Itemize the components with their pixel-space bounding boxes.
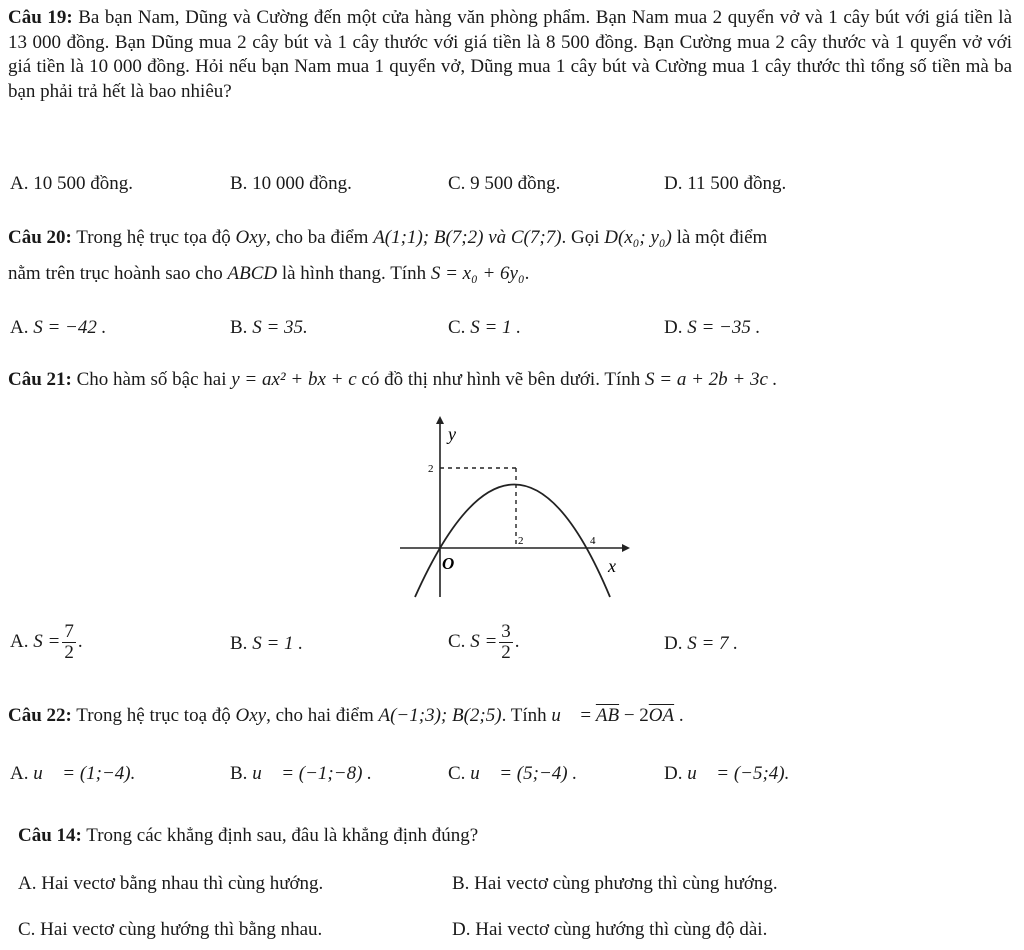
q22-option-a[interactable] [10, 762, 135, 787]
q20-option-b[interactable] [230, 316, 308, 341]
q20-option-d[interactable] [664, 316, 760, 341]
q21-option-d[interactable] [664, 632, 738, 657]
parabola-graph [390, 412, 640, 602]
q19-option-b[interactable]: B. 10 000 đồng. [230, 173, 352, 194]
q20-option-d-value: S = −35 . [687, 317, 761, 338]
question-22-end: . [678, 705, 684, 726]
q22-option-d-letter: D. [664, 763, 683, 784]
q14-option-d[interactable]: D. Hai vectơ cùng hướng thì cùng độ dài. [452, 919, 768, 940]
q14-option-c[interactable]: C. Hai vectơ cùng hướng thì bằng nhau. [18, 919, 323, 940]
question-20-points: A(1;1); B(7;2) và C(7;7) [373, 227, 562, 248]
q20-option-b-value: S = 35. [252, 317, 308, 338]
q20-option-c-value: S = 1 . [470, 317, 522, 338]
question-22-minus: − 2 [623, 705, 649, 726]
q21-option-a-tail: . [77, 630, 83, 652]
question-14-text: Trong các khẳng định sau, đâu là khẳng định đúng? [86, 825, 479, 846]
q20-option-d-letter: D. [664, 317, 683, 338]
q20-option-c[interactable] [448, 316, 521, 341]
question-21 [8, 368, 1012, 393]
q21-option-a-fraction [62, 622, 76, 663]
question-22-label: Câu 22: [8, 705, 72, 726]
x-axis-arrow [622, 544, 630, 552]
question-20-line-1 [8, 226, 1012, 258]
x-axis-label: x [608, 556, 616, 576]
question-22-options [8, 762, 1012, 792]
q21-option-a-letter: A. [10, 630, 29, 652]
question-20 [8, 226, 1012, 294]
q21-option-c-fraction [499, 622, 513, 663]
question-20-call: . Gọi [561, 227, 600, 248]
question-22-vector-ab: $\overline{AB}$ [595, 705, 620, 726]
question-20-abcd: ABCD [227, 263, 278, 284]
parabola-curve [415, 485, 610, 598]
question-21-target: S = a + 2b + 3c . [645, 369, 778, 390]
question-22-axes: Oxy [235, 705, 267, 726]
question-19-body: Ba bạn Nam, Dũng và Cường đến một cửa hàng văn phòng phẩm. Bạn Nam mua 2 quyển vở và 1 cây bút với giá tiền là 13 000 đồng. Bạn Dũng mua 2 cây bút và 1 cây thước với giá tiền là 8 500 đồng. Bạn Cường mua 2 cây thước và 1 quyển vở với giá tiền là 10 000 đồng. Hỏi nếu bạn Nam mua 1 quyển vở, Dũng mua 1 cây bút và Cường mua 1 cây thước thì tổng số tiền mà ba bạn phải trả hết là bao nhiêu? [8, 7, 1012, 103]
question-20-label: Câu 20: [8, 227, 72, 248]
question-22-task: . Tính [501, 705, 547, 726]
q14-option-b[interactable]: B. Hai vectơ cùng phương thì cùng hướng. [452, 873, 778, 894]
q21-option-a-denominator: 2 [64, 641, 74, 663]
y-axis-arrow [436, 416, 444, 424]
question-14-options-row-1 [8, 872, 1012, 902]
q20-option-a-letter: A. [10, 317, 29, 338]
question-21-function: y = ax² + bx + c [231, 369, 357, 390]
q21-option-c-numerator: 3 [501, 621, 511, 642]
question-21-intro: Cho hàm số bậc hai [76, 369, 227, 390]
q14-option-a[interactable]: A. Hai vectơ bằng nhau thì cùng hướng. [18, 873, 324, 894]
question-20-point-d: D(x₀; y₀) [604, 227, 672, 248]
question-21-options [8, 622, 1012, 666]
question-20-line2-a: nằm trên trục hoành sao cho [8, 263, 223, 284]
question-22-points: A(−1;3); B(2;5) [378, 705, 502, 726]
q21-option-c-tail: . [514, 630, 520, 652]
q19-option-c[interactable]: C. 9 500 đồng. [448, 173, 561, 194]
question-20-intro: Trong hệ trục tọa độ [76, 227, 231, 248]
question-20-line2-end: . [524, 263, 530, 284]
q21-option-b-value: S = 1 . [252, 633, 304, 654]
question-19-options [8, 172, 1012, 202]
q22-option-c-letter: C. [448, 763, 466, 784]
q21-option-a-lhs: S = [33, 630, 61, 652]
q22-option-d[interactable] [664, 762, 789, 787]
q21-option-d-value: S = 7 . [687, 633, 739, 654]
q22-option-b-letter: B. [230, 763, 248, 784]
y-axis-label: y [448, 424, 456, 444]
q20-option-a[interactable] [10, 316, 106, 341]
q20-option-c-letter: C. [448, 317, 466, 338]
q22-option-a-value: u⃗ = (1;−4). [33, 763, 136, 784]
x-tick-root: 4 [590, 535, 596, 547]
question-19-text [8, 6, 1012, 105]
y-tick-2: 2 [428, 463, 434, 475]
q22-option-b-value: u⃗ = (−1;−8) . [252, 763, 372, 784]
q21-option-c[interactable] [448, 622, 520, 663]
q19-option-d[interactable]: D. 11 500 đồng. [664, 173, 787, 194]
question-20-options [8, 316, 1012, 346]
q20-option-b-letter: B. [230, 317, 248, 338]
question-20-given: , cho ba điểm [266, 227, 369, 248]
question-21-mid: có đồ thị như hình vẽ bên dưới. Tính [361, 369, 641, 390]
q22-option-c-value: u⃗ = (5;−4) . [470, 763, 578, 784]
question-22-vector-u: u⃗ [551, 705, 576, 726]
question-19-label: Câu 19: [8, 7, 73, 28]
q21-option-b[interactable] [230, 632, 303, 657]
question-20-line2-b: là hình thang. Tính [281, 263, 427, 284]
x-tick-vertex: 2 [518, 535, 524, 547]
q21-option-d-letter: D. [664, 633, 683, 654]
question-19 [8, 6, 1012, 105]
question-22-equals: = [580, 705, 592, 726]
q21-option-c-denominator: 2 [501, 641, 511, 663]
question-20-line-2 [8, 262, 1012, 294]
q21-option-a-numerator: 7 [64, 621, 74, 642]
q22-option-b[interactable] [230, 762, 372, 787]
q22-option-d-value: u⃗ = (−5;4). [687, 763, 790, 784]
q20-option-a-value: S = −42 . [33, 317, 107, 338]
q19-option-a[interactable]: A. 10 500 đồng. [10, 173, 133, 194]
q21-option-a[interactable] [10, 622, 83, 663]
q21-option-b-letter: B. [230, 633, 248, 654]
q22-option-c[interactable] [448, 762, 577, 787]
q22-option-a-letter: A. [10, 763, 29, 784]
question-22-vector-oa: $\overline{OA}$ [648, 705, 675, 726]
question-14-label: Câu 14: [18, 825, 82, 846]
question-20-rest: là một điểm [676, 227, 768, 248]
question-21-label: Câu 21: [8, 369, 72, 390]
question-14 [18, 824, 1022, 849]
q21-option-c-letter: C. [448, 630, 466, 652]
origin-label: O [442, 554, 455, 573]
question-22-given: , cho hai điểm [266, 705, 374, 726]
question-20-axes: Oxy [235, 227, 267, 248]
question-22-intro: Trong hệ trục toạ độ [76, 705, 231, 726]
q21-option-c-lhs: S = [470, 630, 498, 652]
question-22 [8, 704, 1012, 729]
question-20-formula: S = x₀ + 6y₀ [430, 263, 525, 284]
question-14-options-row-2 [8, 918, 1012, 948]
